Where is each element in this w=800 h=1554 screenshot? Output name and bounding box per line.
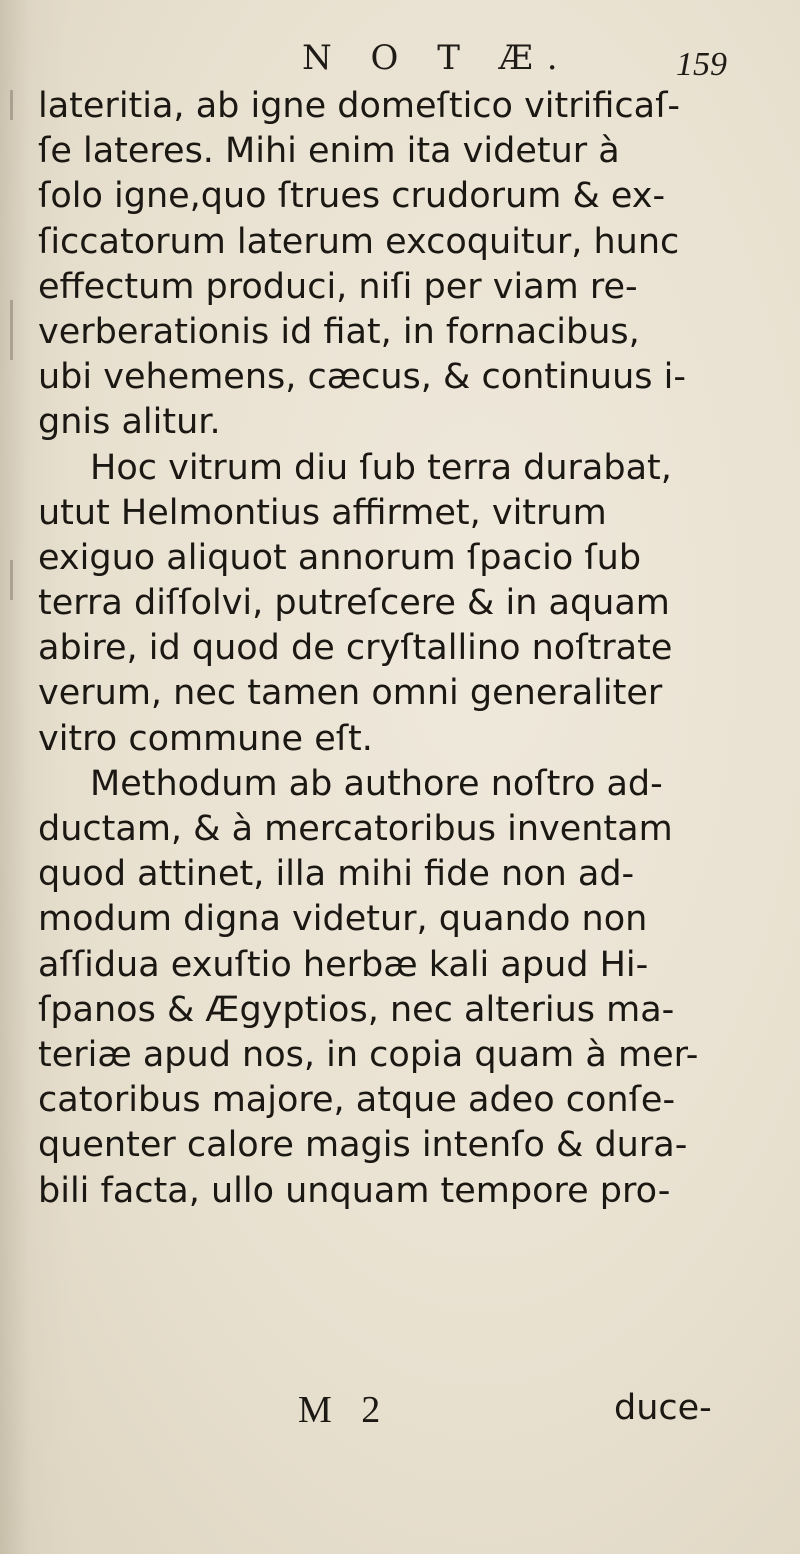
running-head: N O T Æ. <box>302 38 572 78</box>
page-header <box>0 38 800 82</box>
page-edge-mark <box>10 300 13 360</box>
text-line: terra diſſolvi, putreſcere & in aquam <box>38 583 670 624</box>
text-line: ſiccatorum laterum excoquitur, hunc <box>38 221 680 262</box>
text-line: abire, id quod de cryſtallino noſtrate <box>38 628 673 669</box>
text-line: ſpanos & Ægyptios, nec alterius ma- <box>38 989 675 1030</box>
text-line: modum digna videtur, quando non <box>38 899 648 940</box>
text-line: vitro commune eſt. <box>38 718 373 759</box>
text-line: catoribus majore, atque adeo conſe- <box>38 1080 676 1121</box>
page-edge-mark <box>10 560 13 600</box>
catchword: duce- <box>614 1388 712 1428</box>
text-line: Hoc vitrum diu ſub terra durabat, <box>90 447 672 488</box>
text-line: ſe lateres. Mihi enim ita videtur à <box>38 131 620 172</box>
text-line: gnis alitur. <box>38 402 221 443</box>
text-line: Methodum ab authore noſtro ad- <box>90 763 663 804</box>
text-line: aſſidua exuſtio herbæ kali apud Hi- <box>38 944 649 985</box>
text-line: ſolo igne,quo ſtrues crudorum & ex- <box>38 176 666 217</box>
text-line: ubi vehemens, cæcus, & continuus i- <box>38 357 686 398</box>
text-line: verberationis id fiat, in fornacibus, <box>38 311 640 352</box>
text-line: lateritia, ab igne domeſtico vitrificaſ- <box>38 86 681 126</box>
text-line: bili facta, ullo unquam tempore pro- <box>38 1170 671 1211</box>
text-line: exiguo aliquot annorum ſpacio ſub <box>38 537 642 578</box>
text-line: utut Helmontius affirmet, vitrum <box>38 492 607 533</box>
text-line: teriæ apud nos, in copia quam à mer- <box>38 1034 699 1075</box>
page-footer <box>0 1388 800 1438</box>
body-text <box>38 84 778 1214</box>
text-line: quenter calore magis intenſo & dura- <box>38 1125 688 1166</box>
signature-mark: M 2 <box>298 1389 391 1431</box>
text-line: effectum produci, niſi per viam re- <box>38 266 638 307</box>
page-edge-mark <box>10 90 13 120</box>
text-line: ductam, & à mercatoribus inventam <box>38 809 673 849</box>
page-number: 159 <box>676 46 727 83</box>
text-line: quod attinet, illa mihi fide non ad- <box>38 854 635 895</box>
text-line: verum, nec tamen omni generaliter <box>38 673 663 714</box>
